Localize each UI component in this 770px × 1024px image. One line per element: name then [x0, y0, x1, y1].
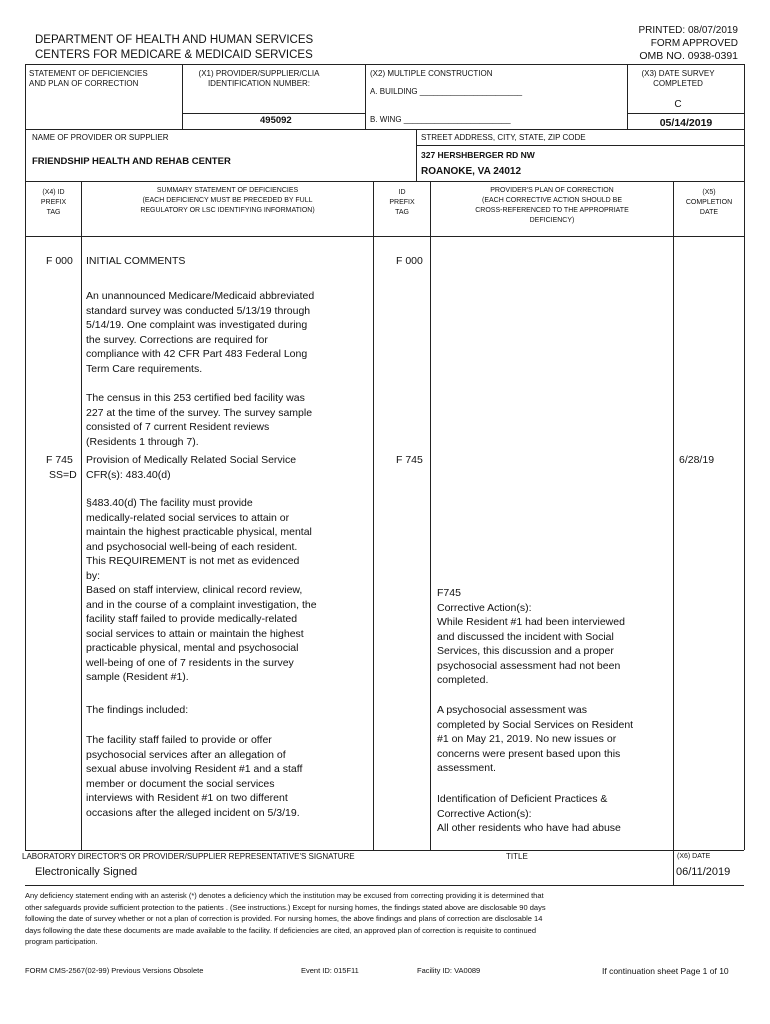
form-approved-label: FORM APPROVED — [650, 37, 738, 49]
x4-header: (X4) ID PREFIX TAG — [40, 189, 67, 216]
tag-prefix: F 745 — [46, 454, 73, 466]
paragraph: The census in this 253 certified bed facility was 227 at the time of the survey. The survey sample consisted of 7 current Resident reviews (Residents 1 through 7). — [86, 392, 313, 448]
paragraph: §483.40(d) The facility must provide medically-related social services to attain or maintain the highest practicable physical, mental and psychosocial well-being of each resident. This REQUIREMENT is not met as evidenced by: Based on staff interview, clinical record review, and in the course of a complaint investigation, the facility staff failed to provide medically-related social services to attain or maintain the highest practicable physical, mental and psychosocial well-being of one of 7 residents in the survey sample (Resident #1). — [86, 497, 317, 683]
printed-date: PRINTED: 08/07/2019 — [638, 25, 738, 36]
paragraph: The findings included: — [86, 704, 189, 716]
survey-completed-date: 05/14/2019 — [659, 117, 713, 129]
page-indicator: If continuation sheet Page 1 of 10 — [602, 966, 729, 976]
divider — [365, 64, 366, 129]
divider — [25, 181, 744, 182]
x3-label: (X3) DATE SURVEY COMPLETED — [641, 69, 715, 88]
paragraph: An unannounced Medicare/Medicaid abbreviated standard survey was conducted 5/13/19 through 5/14/19. One complaint was investigated during the survey. Corrections are required for compliance with 42 CFR Part 483 Federal Long Term Care requirements. — [86, 290, 315, 375]
divider — [25, 885, 744, 886]
x2-label: (X2) MULTIPLE CONSTRUCTION — [370, 69, 493, 78]
survey-code: C — [674, 99, 682, 110]
omb-number: OMB NO. 0938-0391 — [639, 50, 738, 62]
completion-header: (X5) COMPLETION DATE — [685, 189, 733, 216]
divider — [25, 64, 26, 850]
tag-prefix: F 000 — [46, 255, 73, 267]
signature-date: 06/11/2019 — [676, 866, 731, 878]
summary-header: SUMMARY STATEMENT OF DEFICIENCIES (EACH DEFICIENCY MUST BE PRECEDED BY FULL REGULATORY OR LSC IDENTIFYING INFORMATION) — [140, 187, 315, 214]
divider — [182, 64, 183, 129]
section-heading: INITIAL COMMENTS — [86, 255, 186, 267]
x6-label: (X6) DATE — [677, 853, 711, 860]
id-prefix-header: ID PREFIX TAG — [389, 189, 415, 216]
divider — [627, 113, 744, 114]
scope-severity: SS=D — [49, 469, 77, 481]
divider — [25, 129, 744, 130]
plan-paragraph: F745 Corrective Action(s): While Resident #1 had been interviewed and discussed the incident with Social Services, this discussion and a proper psychosocial assessment had not been completed. — [437, 587, 625, 686]
regulation-title: Provision of Medically Related Social Service CFR(s): 483.40(d) — [86, 454, 297, 481]
disclosure-notice: Any deficiency statement ending with an asterisk (*) denotes a deficiency which the institution may be excused from correcting providing it is determined that other safeguards provide sufficient protection to the patients . (See instructions.) Except for nursing homes, the findings stated above are disclosable 90 days following the date of survey whether or not a plan of correction is provided. For nursing homes, the above findings and plans of correction are disclosable 14 days following the date these documents are made available to the facility. If deficiencies are cited, an approved plan of correction is requisite to continued program participation. — [25, 891, 546, 946]
facility-id: Facility ID: VA0089 — [417, 966, 481, 975]
divider — [25, 850, 744, 851]
divider — [416, 145, 744, 146]
tag-prefix: F 745 — [396, 454, 423, 466]
divider — [25, 236, 744, 237]
wing-field: B. WING ________________________ — [370, 115, 511, 124]
building-field: A. BUILDING _______________________ — [370, 87, 523, 96]
title-label: TITLE — [506, 852, 528, 861]
provider-name-label: NAME OF PROVIDER OR SUPPLIER — [32, 133, 169, 142]
divider — [430, 181, 431, 850]
signature-label: LABORATORY DIRECTOR'S OR PROVIDER/SUPPLIER REPRESENTATIVE'S SIGNATURE — [22, 852, 355, 861]
plan-paragraph: A psychosocial assessment was completed by Social Services on Resident #1 on May 21, 2019. No new issues or concerns were present based upon this assessment. — [437, 704, 634, 774]
tag-prefix: F 000 — [396, 255, 423, 267]
department-line: DEPARTMENT OF HEALTH AND HUMAN SERVICES — [35, 34, 314, 46]
street-address: 327 HERSHBERGER RD NW — [421, 150, 535, 160]
divider — [81, 181, 82, 850]
provider-name: FRIENDSHIP HEALTH AND REHAB CENTER — [32, 156, 231, 167]
form-approval-block — [639, 25, 739, 63]
divider — [744, 64, 745, 850]
divider — [25, 64, 744, 65]
agency-line: CENTERS FOR MEDICARE & MEDICAID SERVICES — [35, 49, 313, 61]
signature-value: Electronically Signed — [35, 866, 138, 878]
x1-label: (X1) PROVIDER/SUPPLIER/CLIA IDENTIFICATION NUMBER: — [198, 69, 320, 88]
department-name — [35, 33, 313, 63]
provider-id-number: 495092 — [260, 115, 292, 126]
plan-header: PROVIDER'S PLAN OF CORRECTION (EACH CORRECTIVE ACTION SHOULD BE CROSS-REFERENCED TO THE APPROPRIATE DEFICIENCY) — [475, 187, 629, 224]
city-state-zip: ROANOKE, VA 24012 — [421, 166, 522, 177]
divider — [673, 181, 674, 850]
plan-paragraph: Identification of Deficient Practices & Corrective Action(s): All other residents who have had abuse — [437, 793, 621, 834]
event-id: Event ID: 015F11 — [301, 966, 359, 975]
divider — [182, 113, 365, 114]
divider — [416, 129, 417, 181]
paragraph: The facility staff failed to provide or offer psychosocial services after an allegation of sexual abuse involving Resident #1 and a staff member or document the social services interviews with Resident #1 on two different occasions after the alleged incident on 5/3/19. — [86, 734, 303, 819]
divider — [673, 850, 674, 885]
divider — [373, 181, 374, 850]
completion-date: 6/28/19 — [679, 454, 715, 466]
statement-label: STATEMENT OF DEFICIENCIES AND PLAN OF CORRECTION — [29, 69, 148, 88]
address-label: STREET ADDRESS, CITY, STATE, ZIP CODE — [421, 133, 586, 142]
form-id: FORM CMS-2567(02-99) Previous Versions Obsolete — [25, 966, 204, 975]
